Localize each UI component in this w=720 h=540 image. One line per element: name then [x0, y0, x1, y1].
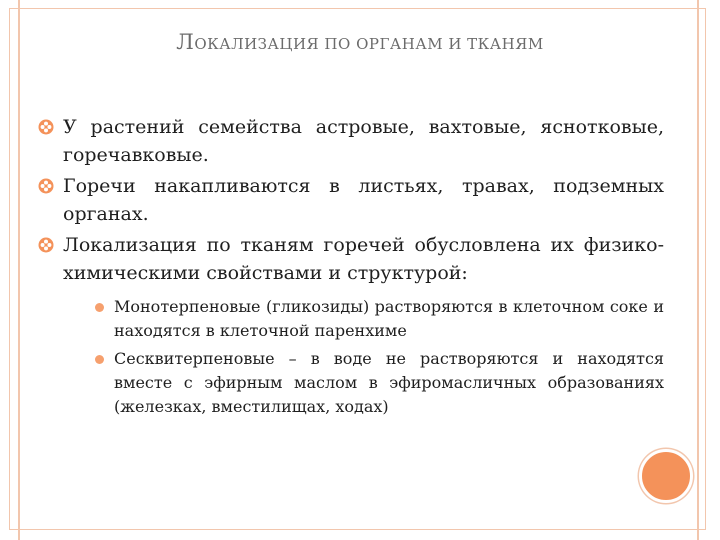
bullet-item — [38, 231, 664, 419]
circle-bullet-icon — [95, 355, 104, 364]
flower-bullet-icon — [38, 119, 54, 135]
slide-title-rest: ОКАЛИЗАЦИЯ ПО ОРГАНАМ И ТКАНЯМ — [194, 35, 544, 53]
flower-bullet-icon — [38, 178, 54, 194]
bullet-item — [38, 113, 664, 169]
circle-bullet-icon — [95, 303, 104, 312]
bullet-item — [38, 172, 664, 228]
decorative-circle — [639, 449, 693, 503]
bullet-list — [38, 113, 664, 423]
bullet-text: Локализация по тканям горечей обусловлена их физико-химическими свойствами и структурой: — [63, 234, 664, 284]
sub-bullet-item — [95, 347, 664, 419]
sub-bullet-text: Монотерпеновые (гликозиды) растворяются в клеточном соке и находятся в клеточной паренхиме — [114, 297, 664, 340]
bullet-text: Горечи накапливаются в листьях, травах, подземных органах. — [63, 175, 664, 225]
flower-bullet-icon — [38, 237, 54, 253]
bullet-text: У растений семейства астровые, вахтовые, яснотковые, горечавковые. — [63, 116, 664, 166]
sub-bullet-text: Сесквитерпеновые – в воде не растворяются и находятся вместе с эфирным маслом в эфиромасличных образованиях (железках, вместилищах, ходах) — [114, 349, 664, 416]
slide-title — [0, 30, 720, 54]
slide-title-first-letter: Л — [176, 30, 195, 54]
sub-bullet-list — [63, 295, 664, 419]
sub-bullet-item — [95, 295, 664, 343]
